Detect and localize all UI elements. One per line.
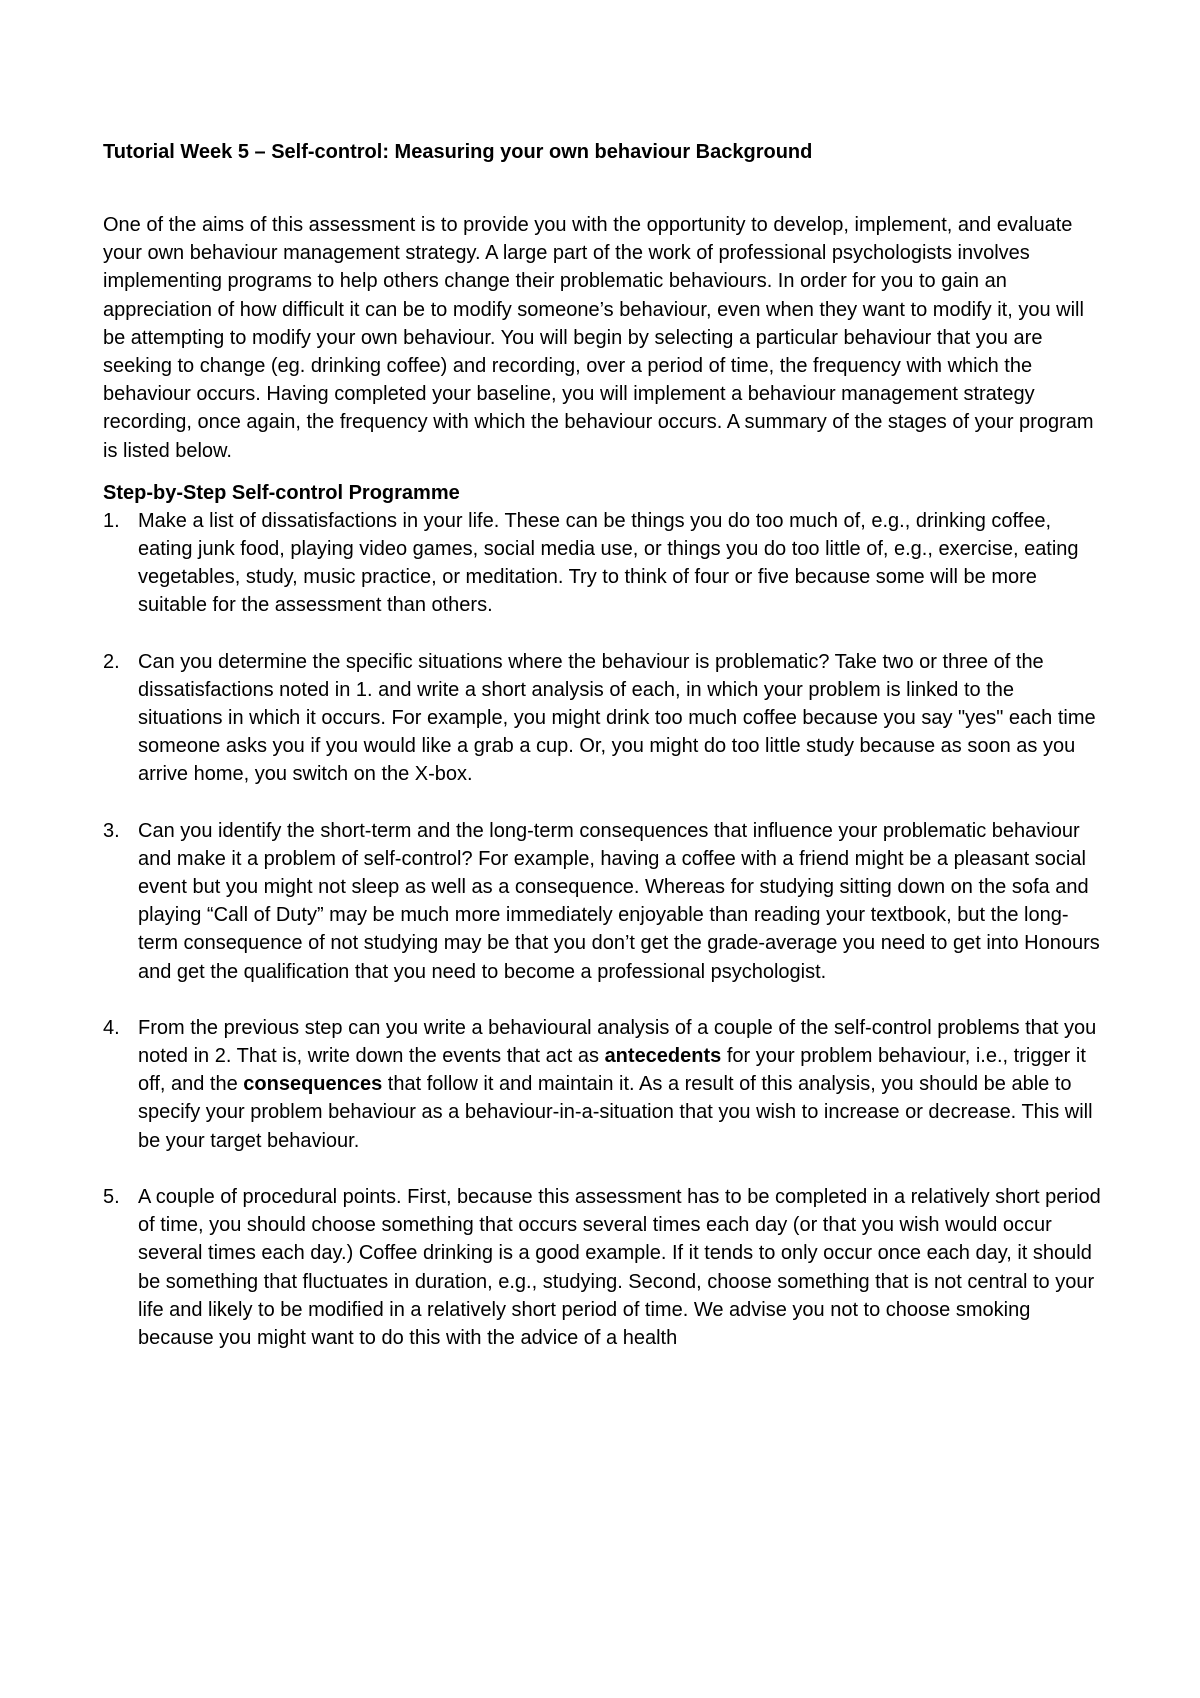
intro-paragraph: One of the aims of this assessment is to provide you with the opportunity to develop, implement, and evaluate your own behaviour management strategy. A large part of the work of professional psychologists involves implementing programs to help others change their problematic behaviours. In order for you to gain an appreciation of how difficult it can be to modify someone’s behaviour, even when they want to modify it, you will be attempting to modify your own behaviour. You will begin by selecting a particular behaviour that you are seeking to change (eg. drinking coffee) and recording, over a period of time, the frequency with which the behaviour occurs. Having completed your baseline, you will implement a behaviour management strategy recording, once again, the frequency with which the behaviour occurs. A summary of the stages of your program is listed below. (103, 214, 1094, 462)
step-text: A couple of procedural points. First, because this assessment has to be completed in a relatively short period of time, you should choose something that occurs several times each day (or that you wish would occur several times each day.) Coffee drinking is a good example. If it tends to only occur once each day, it should be something that fluctuates in duration, e.g., studying. Second, choose something that is not central to your life and likely to be modified in a relatively short period of time. We advise you not to choose smoking because you might want to do this with the advice of a health (138, 1185, 1101, 1349)
step-bold-term-antecedents: antecedents (604, 1045, 722, 1068)
step-text-part: that follow it and maintain it. As a result of this analysis, you should be able to specify your problem behaviour as a behaviour-in-a-situation that you wish to increase or decrease. This will be your target behaviour. (138, 1073, 1093, 1152)
step-item (103, 1014, 1104, 1155)
step-text: Can you identify the short-term and the long-term consequences that influence your problematic behaviour and make it a problem of self-control? For example, having a coffee with a friend might be a pleasant social event but you might not sleep as well as a consequence. Whereas for studying sitting down on the sofa and playing “Call of Duty” may be much more immediately enjoyable than reading your textbook, but the long-term consequence of not studying may be that you don’t get the grade-average you need to get into Honours and get the qualification that you need to become a professional psychologist. (138, 819, 1100, 983)
section-heading: Step-by-Step Self-control Programme (103, 481, 460, 504)
step-item (103, 1183, 1104, 1352)
step-text-part: for your problem behaviour, i.e., trigger it off, and the (138, 1045, 1086, 1096)
step-text: Make a list of dissatisfactions in your life. These can be things you do too much of, e.g., drinking coffee, eating junk food, playing video games, social media use, or things you do too little of, e.g., exercise, eating vegetables, study, music practice, or meditation. Try to think of four or five because some will be more suitable for the assessment than others. (138, 509, 1079, 617)
step-number: 3. (103, 819, 120, 842)
document-title: Tutorial Week 5 – Self-control: Measuring your own behaviour Background (103, 141, 813, 163)
step-item (103, 817, 1104, 986)
step-number: 4. (103, 1016, 120, 1039)
step-number: 1. (103, 509, 120, 532)
step-text: Can you determine the specific situations where the behaviour is problematic? Take two or three of the dissatisfactions noted in 1. and write a short analysis of each, in which your problem is linked to the situations in which it occurs. For example, you might drink too much coffee because you say "yes" each time someone asks you if you would like a grab a cup. Or, you might do too little study because as soon as you arrive home, you switch on the X-box. (138, 650, 1096, 786)
step-number: 2. (103, 650, 120, 673)
step-item (103, 507, 1104, 620)
step-text-part: From the previous step can you write a behavioural analysis of a couple of the self-control problems that you noted in 2. That is, write down the events that act as (138, 1016, 1097, 1068)
step-bold-term-consequences: consequences (243, 1073, 383, 1096)
steps-list (103, 507, 1104, 1352)
step-number: 5. (103, 1185, 120, 1208)
step-item (103, 648, 1104, 789)
